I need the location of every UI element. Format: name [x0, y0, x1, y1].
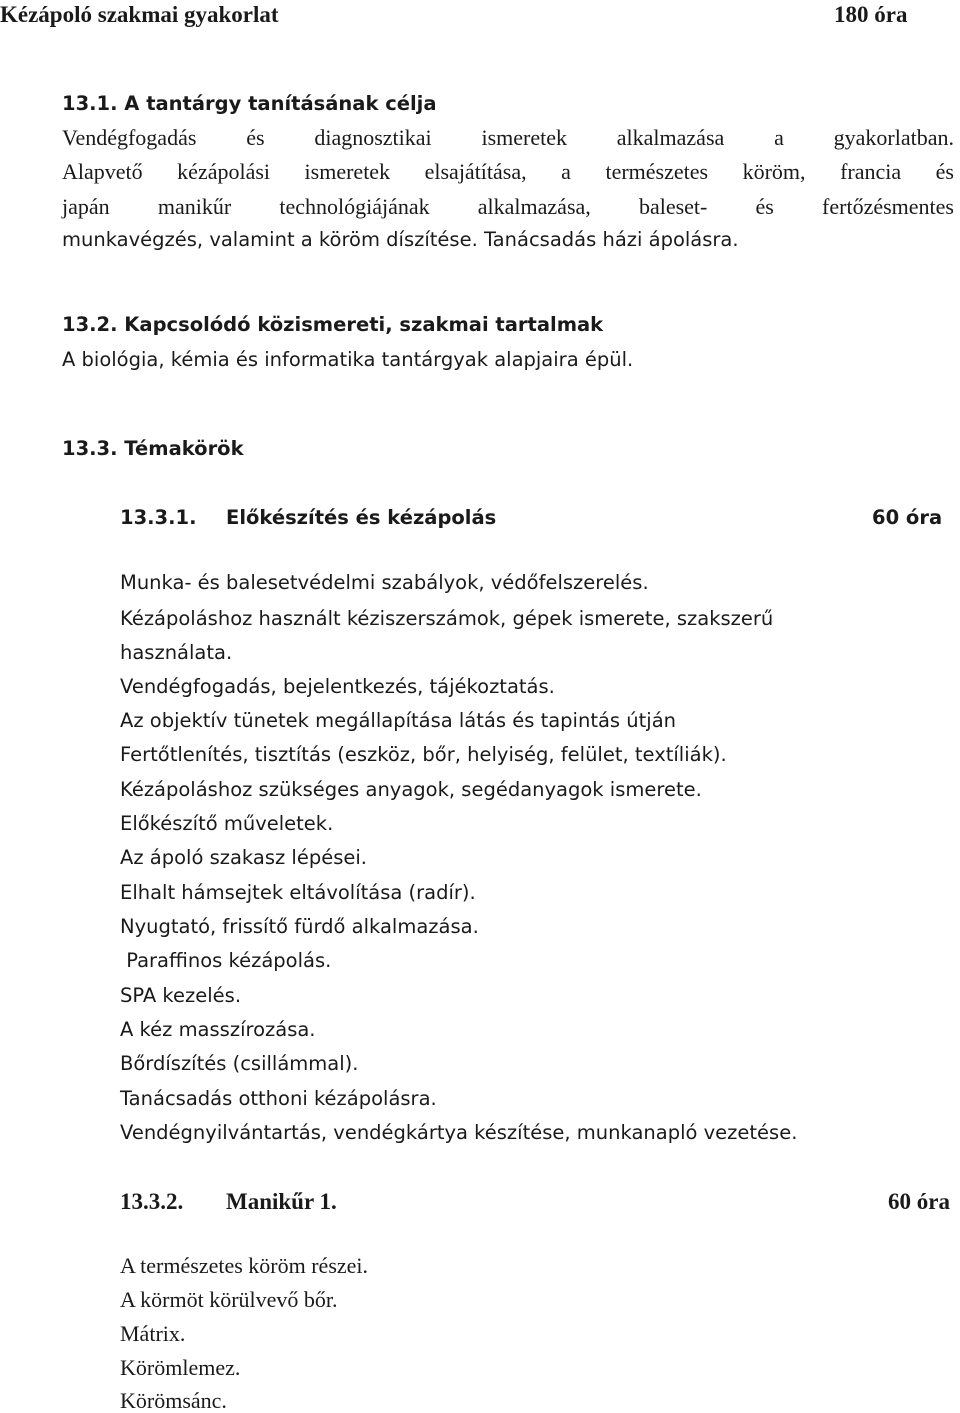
list-item: SPA kezelés.	[120, 984, 242, 1007]
list-item: Paraffinos kézápolás.	[120, 949, 332, 972]
list-item: Elhalt hámsejtek eltávolítása (radír).	[120, 881, 476, 904]
section-heading-13-3: 13.3. Témakörök	[62, 437, 244, 460]
list-item: Kézápoláshoz szükséges anyagok, segédanyagok ismerete.	[120, 778, 702, 801]
topic-number: 13.3.2.	[120, 1189, 184, 1214]
topic-hours: 60 óra	[872, 506, 943, 529]
list-item: A kéz masszírozása.	[120, 1018, 316, 1041]
topic-number: 13.3.1.	[120, 506, 197, 529]
list-item: A körmöt körülvevő bőr.	[120, 1287, 338, 1312]
list-item: Kézápoláshoz használt kéziszerszámok, gépek ismerete, szakszerű	[120, 607, 774, 630]
list-item: Mátrix.	[120, 1321, 186, 1346]
list-item: Bőrdíszítés (csillámmal).	[120, 1052, 359, 1075]
topic-title: Előkészítés és kézápolás	[226, 506, 497, 529]
paragraph-line: A biológia, kémia és informatika tantárgyak alapjaira épül.	[62, 348, 634, 371]
paragraph-line: Vendégfogadás és diagnosztikai ismeretek alkalmazása a gyakorlatban.	[62, 125, 954, 150]
paragraph-text: munkavégzés, valamint a köröm díszítése.	[62, 228, 478, 251]
total-hours: 180 óra	[834, 2, 908, 27]
topic-hours: 60 óra	[888, 1189, 950, 1214]
list-item: Vendégnyilvántartás, vendégkártya készítése, munkanapló vezetése.	[120, 1121, 798, 1144]
section-heading-13-1: 13.1. A tantárgy tanításának célja	[62, 92, 437, 115]
list-item: Körömsánc.	[120, 1388, 227, 1413]
list-item: Munka- és balesetvédelmi szabályok, védőfelszerelés.	[120, 571, 649, 594]
list-item: Fertőtlenítés, tisztítás (eszköz, bőr, helyiség, felület, textíliák).	[120, 743, 727, 766]
list-item: Az objektív tünetek megállapítása látás és tapintás útján	[120, 709, 676, 732]
paragraph-line: japán manikűr technológiájának alkalmazása, baleset- és fertőzésmentes	[62, 194, 954, 219]
paragraph-line: Alapvető kézápolási ismeretek elsajátítása, a természetes köröm, francia és	[62, 159, 954, 184]
page-title: Kézápoló szakmai gyakorlat	[0, 2, 279, 27]
list-item: használata.	[120, 641, 233, 664]
list-item: Nyugtató, frissítő fürdő alkalmazása.	[120, 915, 479, 938]
section-heading-13-2: 13.2. Kapcsolódó közismereti, szakmai tartalmak	[62, 313, 604, 336]
list-item: Az ápoló szakasz lépései.	[120, 846, 367, 869]
list-item: Előkészítő műveletek.	[120, 812, 334, 835]
list-item: A természetes köröm részei.	[120, 1253, 369, 1278]
list-item: Vendégfogadás, bejelentkezés, tájékoztatás.	[120, 675, 555, 698]
paragraph-text: Tanácsadás házi ápolásra.	[484, 228, 739, 251]
list-item: Tanácsadás otthoni kézápolásra.	[120, 1087, 437, 1110]
list-item: Körömlemez.	[120, 1355, 241, 1380]
topic-title: Manikűr 1.	[226, 1189, 337, 1214]
paragraph-line	[62, 230, 739, 250]
